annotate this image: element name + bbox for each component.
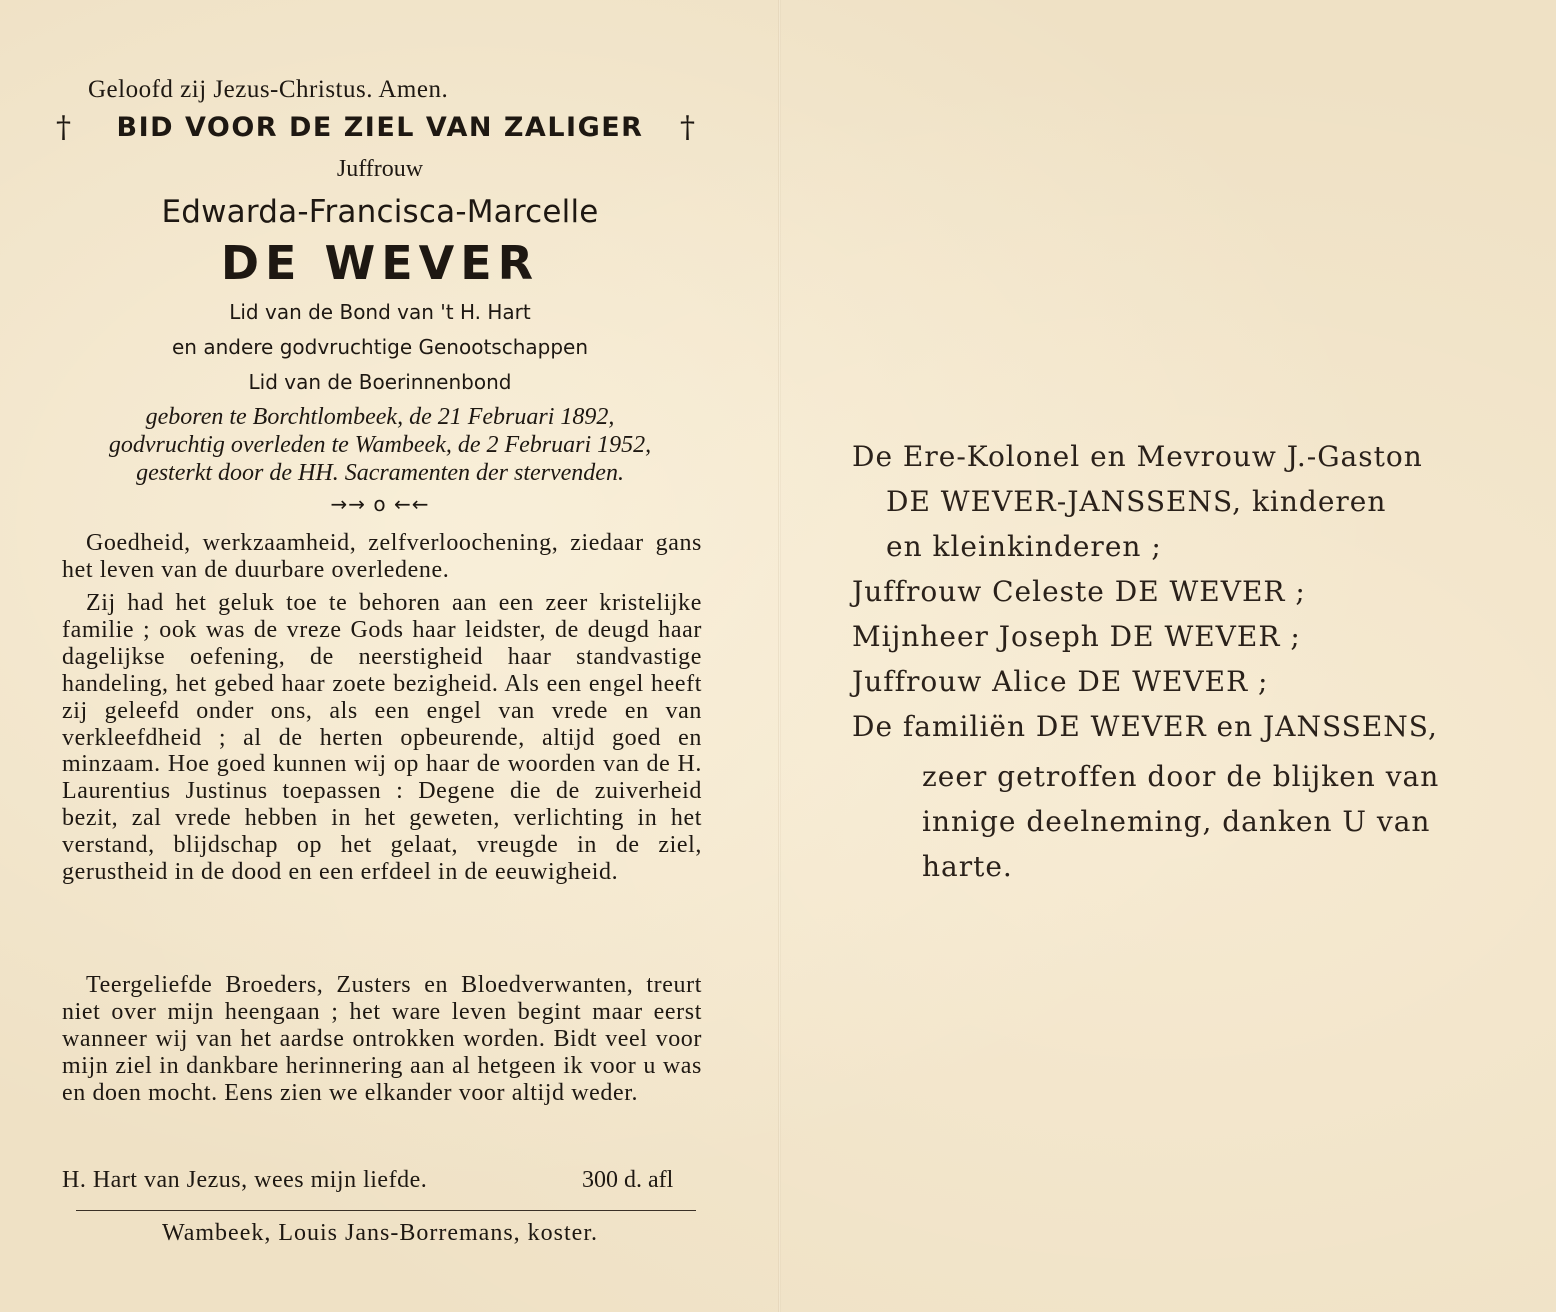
indulgence-note: 300 d. afl <box>582 1167 674 1193</box>
death-line: godvruchtig overleden te Wambeek, de 2 Februari 1952, <box>108 432 652 458</box>
thanks-line: harte. <box>922 850 1013 883</box>
thanks-line: innige deelneming, danken U van <box>922 805 1431 838</box>
membership-line: Lid van de Bond van 't H. Hart <box>229 300 531 324</box>
birth-line: geboren te Borchtlombeek, de 21 Februari 1892, <box>145 404 615 430</box>
center-fold <box>778 0 781 1312</box>
thanks-line: De familiën DE WEVER en JANSSENS, <box>852 710 1438 743</box>
paragraph: Zij had het geluk toe te behoren aan een zeer kristelijke familie ; ook was de vreze Gods haar leidster, de deugd haar dagelijkse oefening, de neerstigheid haar standvastige handeling, het gebed haar zoete bezigheid. Als een engel heeft zij geleefd onder ons, als een engel van vrede en van verkleefdheid ; al de herten opbeurende, altijd goed en minzaam. Hoe goed kunnen wij op haar de woorden van de H. Laurentius Justinus toepassen : Degene die de zuiverheid bezit, zal vrede hebben in het geweten, verlichting in het verstand, blijdschap op het gelaat, vreugde in de ziel, gerustheid in de dood en een erfdeel in de eeuwigheid. <box>62 590 702 886</box>
printer-credit: Wambeek, Louis Jans-Borremans, koster. <box>162 1220 598 1246</box>
thanks-line: Juffrouw Alice DE WEVER ; <box>852 665 1269 698</box>
thanks-line: Mijnheer Joseph DE WEVER ; <box>852 620 1301 653</box>
divider-rule <box>76 1210 696 1211</box>
given-names: Edwarda-Francisca-Marcelle <box>161 194 599 230</box>
salutation: Juffrouw <box>336 156 424 182</box>
right-page <box>850 430 1530 900</box>
cross-left-icon: † <box>56 110 71 145</box>
cross-right-icon: † <box>680 110 695 145</box>
membership-line: Lid van de Boerinnenbond <box>248 370 512 394</box>
thanks-line: zeer getroffen door de blijken van <box>922 760 1440 793</box>
ornament-divider: →→ o ←← <box>330 492 430 516</box>
membership-line: en andere godvruchtige Genootschappen <box>171 335 588 359</box>
thanks-line: Juffrouw Celeste DE WEVER ; <box>852 575 1306 608</box>
sacraments-line: gesterkt door de HH. Sacramenten der stervenden. <box>136 460 624 486</box>
thanks-line: en kleinkinderen ; <box>886 530 1162 563</box>
thanks-line: De Ere-Kolonel en Mevrouw J.-Gaston <box>852 440 1423 473</box>
closing-prayer: H. Hart van Jezus, wees mijn liefde. <box>62 1167 428 1193</box>
thanks-line: DE WEVER-JANSSENS, kinderen <box>886 485 1387 518</box>
paragraph: Goedheid, werkzaamheid, zelfverloochening, ziedaar gans het leven van de duurbare overledene. <box>62 530 702 583</box>
left-page <box>40 70 720 1270</box>
surname: DE WEVER <box>220 236 540 290</box>
motto: Geloofd zij Jezus-Christus. Amen. <box>88 76 449 103</box>
paragraph: Teergeliefde Broeders, Zusters en Bloedverwanten, treurt niet over mijn heengaan ; het ware leven begint maar eerst wanneer wij van het aardse ontrokken worden. Bidt veel voor mijn ziel in dankbare herinnering aan al hetgeen ik voor u was en doen mocht. Eens zien we elkander voor altijd weder. <box>62 972 702 1106</box>
prayer-title: BID VOOR DE ZIEL VAN ZALIGER <box>116 112 644 143</box>
